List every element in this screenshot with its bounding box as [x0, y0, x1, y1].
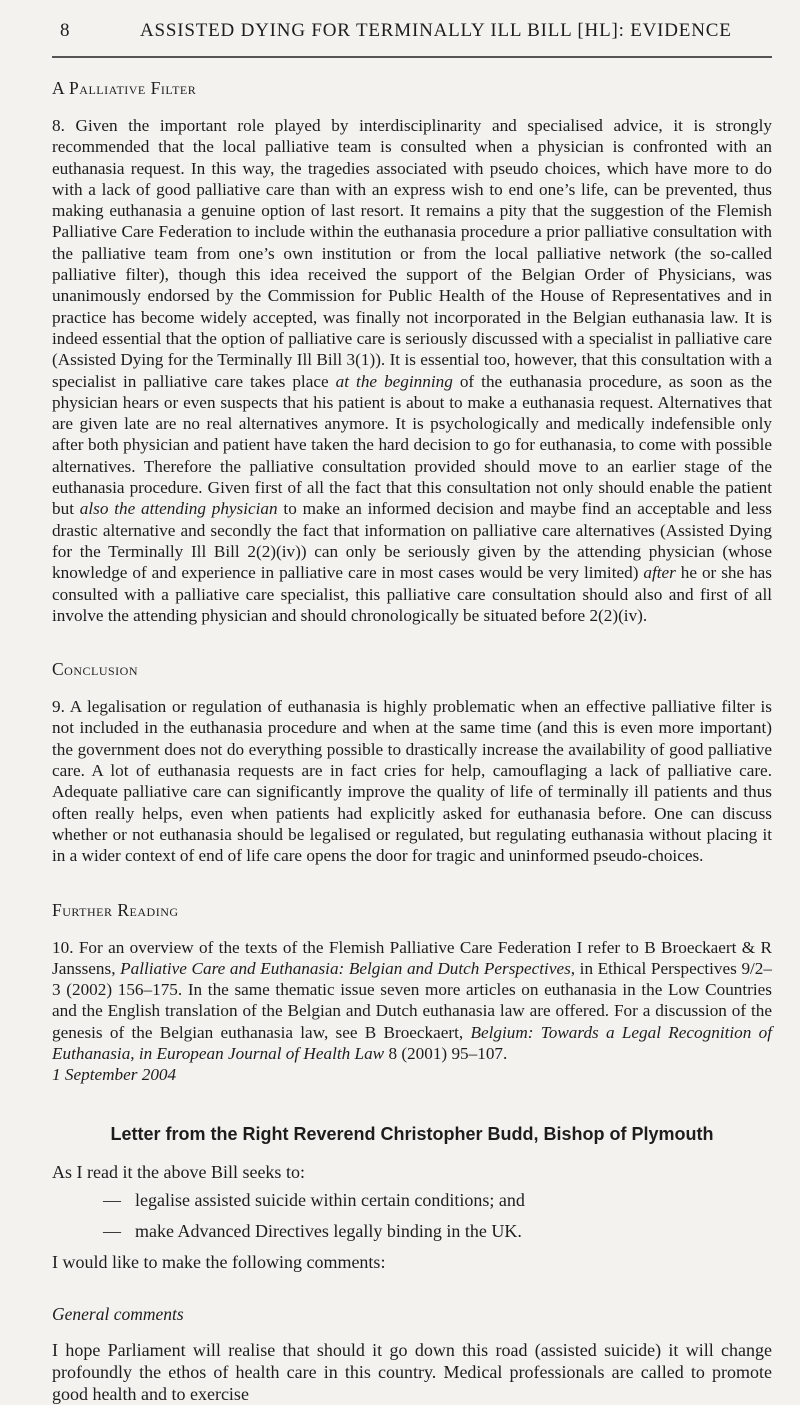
- submission-date: 1 September 2004: [52, 1065, 177, 1085]
- header-rule: [52, 56, 772, 58]
- list-item: — make Advanced Directives legally binding in the UK.: [103, 1221, 522, 1242]
- letter-intro: As I read it the above Bill seeks to:: [52, 1162, 305, 1183]
- section-heading-conclusion: Conclusion: [52, 659, 139, 680]
- general-comments-paragraph: I hope Parliament will realise that should it go down this road (assisted suicide) it will change profoundly the ethos of health care in this country. Medical professionals are called to promote good health and to exercise: [52, 1340, 772, 1405]
- paragraph-8: 8. Given the important role played by interdisciplinarity and specialised advice, it is strongly recommended that the local palliative team is consulted when a physician is confronted with an euthanasia request. In this way, the tragedies associated with pseudo choices, which have more to do with a lack of good palliative care than with an express wish to end one’s life, can be prevented, thus making euthanasia a genuine option of last resort. It remains a pity that the suggestion of the Flemish Palliative Care Federation to include within the euthanasia procedure a prior palliative consultation with the palliative team from one’s own institution or from the local palliative network (the so-called palliative filter), though this idea received the support of the Belgian Order of Physicians, was unanimously endorsed by the Commission for Public Health of the House of Representatives and in practice has become widely accepted, was finally not incorporated in the Belgian euthanasia law. It is indeed essential that the option of palliative care is seriously discussed with a specialist in palliative care (Assisted Dying for the Terminally Ill Bill 3(1)). It is essential too, however, that this consultation with a specialist in palliative care takes place at the beginning of the euthanasia procedure, as soon as the physician hears or even suspects that his patient is about to make a euthanasia request. Alternatives that are given late are no real alternatives anymore. It is psychologically and medically indefensible only after both physician and patient have taken the hard decision to go for euthanasia, to come with possible alternatives. Therefore the palliative consultation provided should move to an earlier stage of the euthanasia procedure. Given first of all the fact that this consultation not only should enable the patient but also the attending physician to make an informed decision and maybe find an acceptable and less drastic alternative and secondly the fact that information on palliative care alternatives (Assisted Dying for the Terminally Ill Bill 2(2)(iv)) can only be seriously given by the attending physician (whose knowledge of and experience in palliative care in most cases would be very limited) after he or she has consulted with a palliative care specialist, this palliative care consultation should also and first of all involve the attending physician and should chronologically be situated before 2(2)(iv).: [52, 116, 772, 625]
- page-number: 8: [60, 20, 71, 41]
- running-title: ASSISTED DYING FOR TERMINALLY ILL BILL [HL]: EVIDENCE: [140, 20, 732, 41]
- letter-title: Letter from the Right Reverend Christopher Budd, Bishop of Plymouth: [110, 1124, 714, 1145]
- section-heading-further-reading: Further Reading: [52, 899, 179, 920]
- letter-lead: I would like to make the following comments:: [52, 1252, 386, 1273]
- page-body: [52, 78, 772, 1405]
- paragraph-9: 9. A legalisation or regulation of euthanasia is highly problematic when an effective palliative filter is not included in the euthanasia procedure and when at the same time (and this is even more important) the government does not do everything possible to drastically increase the availability of good palliative care. A lot of euthanasia requests are in fact cries for help, camouflaging a lack of palliative care. Adequate palliative care can significantly improve the quality of life of terminally ill patients and thus often really helps, even when patients had explicitly asked for euthanasia before. One can discuss whether or not euthanasia should be legalised or regulated, but regulating euthanasia without placing it in a wider context of end of life care opens the door for tragic and uninformed pseudo-choices.: [52, 697, 772, 866]
- general-comments-heading: General comments: [52, 1304, 184, 1325]
- list-item: — legalise assisted suicide within certain conditions; and: [103, 1190, 525, 1211]
- section-heading-palliative-filter: A Palliative Filter: [52, 78, 197, 98]
- bill-aims-list: [52, 1189, 772, 1242]
- running-header: [52, 20, 772, 50]
- paragraph-10: 10. For an overview of the texts of the Flemish Palliative Care Federation I refer to B Broeckaert & R Janssens, Palliative Care and Euthanasia: Belgian and Dutch Perspectives, in Ethical Perspectives 9/2–3 (2002) 156–175. In the same thematic issue seven more articles on euthanasia in the Low Countries and the English translation of the Belgian and Dutch euthanasia law are offered. For a discussion of the genesis of the Belgian euthanasia law, see B Broeckaert, Belgium: Towards a Legal Recognition of Euthanasia, in European Journal of Health Law 8 (2001) 95–107.: [52, 937, 772, 1063]
